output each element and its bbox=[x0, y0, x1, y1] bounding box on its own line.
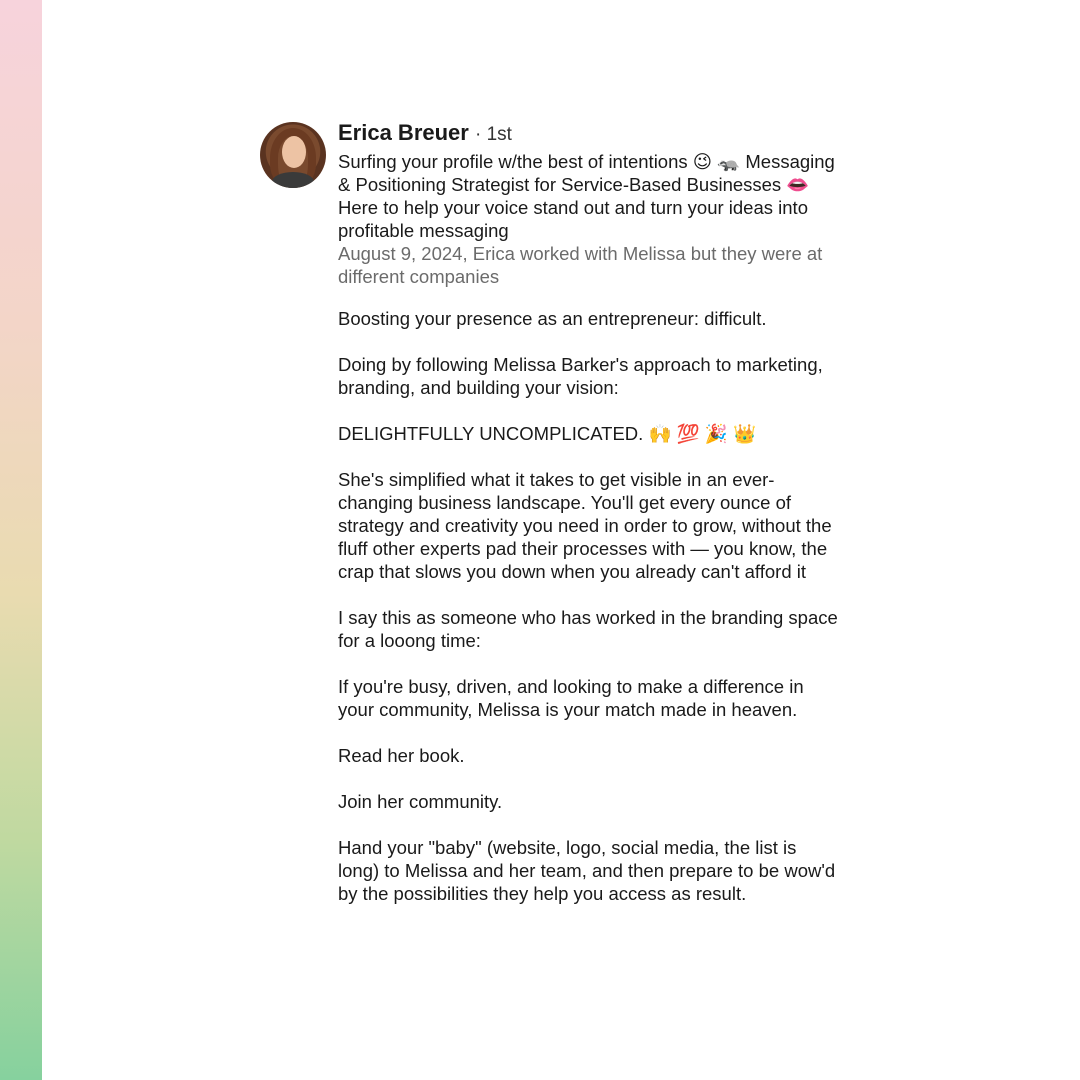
name-row bbox=[338, 118, 838, 150]
recommender-headline: Surfing your profile w/the best of intentions 😉 🦡 Messaging & Positioning Strategist for Service-Based Businesses 👄 Here to help your voice stand out and turn your ideas into profitable messaging bbox=[338, 151, 835, 241]
recommendation-body bbox=[338, 307, 838, 905]
body-paragraph: I say this as someone who has worked in the branding space for a looong time: bbox=[338, 607, 838, 651]
body-paragraph: She's simplified what it takes to get visible in an ever-changing business landscape. You'll get every ounce of strategy and creativity you need in order to grow, without the fluff other experts pad their processes with — you know, the crap that slows you down when you already can't afford it bbox=[338, 469, 832, 582]
avatar-shirt bbox=[272, 172, 314, 188]
avatar-face bbox=[282, 136, 306, 168]
decorative-gradient-strip bbox=[0, 0, 42, 1080]
body-paragraph: Doing by following Melissa Barker's approach to marketing, branding, and building your vision: bbox=[338, 354, 823, 398]
connection-degree: · 1st bbox=[474, 124, 512, 145]
body-paragraph: Hand your "baby" (website, logo, social media, the list is long) to Melissa and her team, and then prepare to be wow'd by the possibilities they help you access as result. bbox=[338, 837, 836, 904]
body-paragraph: Boosting your presence as an entrepreneur: difficult. bbox=[338, 308, 767, 329]
avatar[interactable] bbox=[260, 122, 326, 188]
body-paragraph: If you're busy, driven, and looking to make a difference in your community, Melissa is your match made in heaven. bbox=[338, 676, 804, 720]
body-paragraph: Join her community. bbox=[338, 791, 503, 812]
recommendation-content bbox=[338, 118, 838, 928]
recommendation-meta: August 9, 2024, Erica worked with Melissa but they were at different companies bbox=[338, 243, 823, 287]
body-paragraph: DELIGHTFULLY UNCOMPLICATED. 🙌 💯 🎉 👑 bbox=[338, 423, 757, 444]
body-paragraph: Read her book. bbox=[338, 745, 465, 766]
recommender-name[interactable]: Erica Breuer bbox=[338, 120, 469, 145]
